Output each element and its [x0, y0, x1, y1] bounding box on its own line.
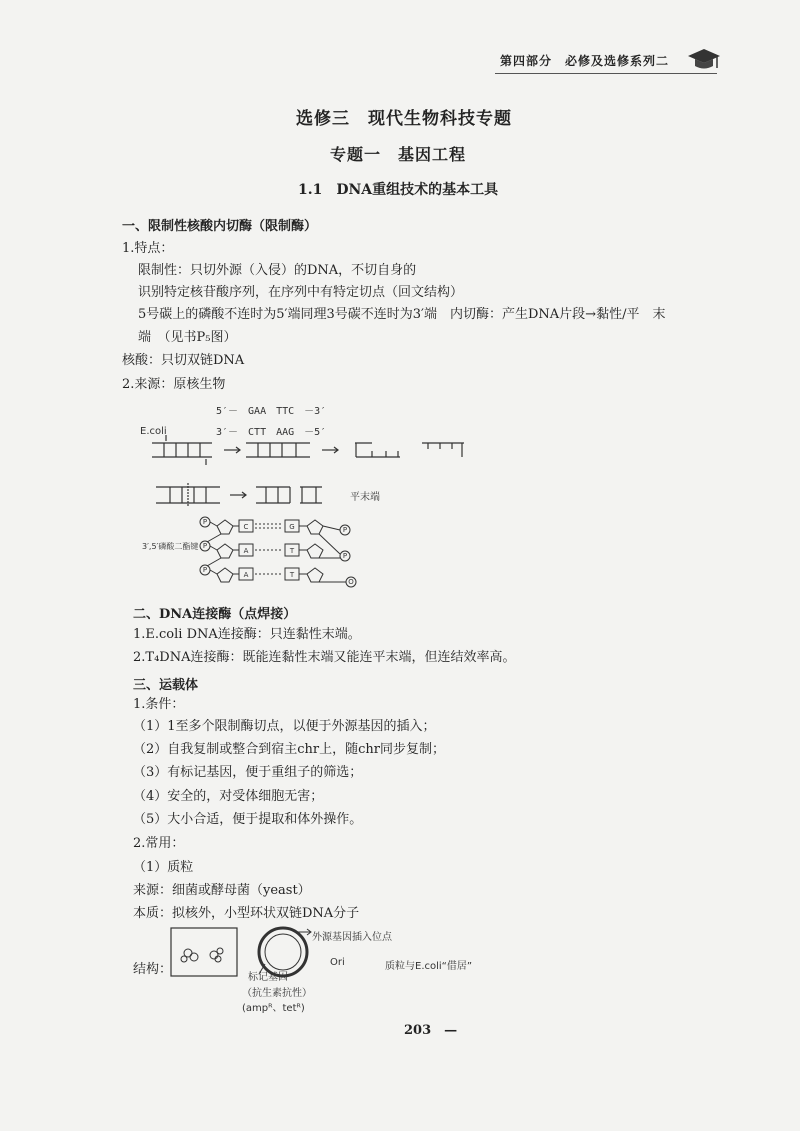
plasmid-origin: 来源：细菌或酵母菌（yeast） — [133, 883, 311, 898]
base-label: A — [243, 547, 249, 555]
feature-line: 识别特定核苷酸序列，在序列中有特定切点（回文结构） — [138, 285, 464, 300]
phosphate-label: P — [202, 518, 208, 526]
condition-item: （3）有标记基因，便于重组子的筛选； — [133, 765, 363, 780]
condition-item: （4）安全的，对受体细胞无害； — [133, 789, 324, 804]
base-label: T — [289, 547, 295, 555]
running-header: 第四部分 必修及选修系列二 — [500, 54, 670, 68]
feature-line: 核酸：只切双链DNA — [122, 353, 245, 368]
base-label: A — [243, 571, 249, 579]
topic-title: 专题一 基因工程 — [330, 145, 467, 164]
section-title: 1.1 DNA重组技术的基本工具 — [298, 182, 499, 198]
condition-item: （1）1至多个限制酶切点，以便于外源基因的插入； — [133, 719, 436, 734]
blunt-end-cut-diagram — [150, 483, 330, 507]
feature-line: 5号碳上的磷酸不连时为5′端同理3号碳不连时为3′端 内切酶：产生DNA片段→黏性/平 末 — [138, 307, 666, 322]
common-label: 2.常用： — [133, 836, 185, 851]
condition-item: （2）自我复制或整合到宿主chr上，随chr同步复制； — [133, 742, 446, 757]
marker-gene-label: 标记基因 — [248, 972, 288, 983]
condition-item: （5）大小合适，便于提取和体外操作。 — [133, 812, 363, 827]
base-label: C — [243, 523, 249, 531]
marker-gene-sub: （抗生素抗性） — [242, 988, 312, 999]
base-label: T — [289, 571, 295, 579]
phosphate-label: P — [202, 566, 208, 574]
phosphate-label: P — [202, 542, 208, 550]
ligase-item: 1.E.coli DNA连接酶：只连黏性末端。 — [133, 627, 361, 642]
hydroxyl-label: O — [348, 578, 354, 586]
page-number: 203 — — [404, 1023, 458, 1038]
part3-heading: 三、运载体 — [133, 678, 199, 693]
source-line: 2.来源：原核生物 — [122, 377, 226, 392]
phosphate-label: P — [342, 526, 348, 534]
module-title: 选修三 现代生物科技专题 — [296, 109, 512, 129]
marker-gene-example: (ampᴿ、tetᴿ) — [242, 1003, 305, 1014]
insert-site-label: 外源基因插入位点 — [312, 932, 392, 943]
feature-line: 限制性：只切外源（入侵）的DNA，不切自身的 — [138, 263, 417, 278]
plasmid-heading: （1）质粒 — [133, 860, 194, 875]
sticky-end-cut-diagram — [140, 435, 470, 465]
part2-heading: 二、DNA连接酶（点焊接） — [133, 607, 297, 622]
part1-heading: 一、限制性核酸内切酶（限制酶） — [122, 219, 318, 234]
phosphate-label: P — [342, 552, 348, 560]
structure-label: 结构： — [133, 962, 173, 977]
ligase-item: 2.T₄DNA连接酶：既能连黏性末端又能连平末端，但连结效率高。 — [133, 650, 516, 665]
sequence-top: 5′－ GAA TTC －3′ — [216, 406, 327, 417]
feature-label: 1.特点： — [122, 241, 174, 256]
graduation-cap-icon — [686, 46, 722, 72]
bacterial-cell-diagram — [170, 927, 238, 977]
header-rule — [495, 73, 717, 74]
phosphodiester-bond-label: 3′,5′磷酸二酯键 — [142, 542, 199, 551]
feature-line: 端 （见书P₅图） — [138, 330, 237, 345]
sequence-bottom: 3′－ CTT AAG －5′ — [216, 427, 327, 438]
plasmid-note: 质粒与E.coli“借居” — [385, 961, 473, 972]
ecoli-label: E.coli — [140, 426, 167, 437]
ori-label: Ori — [330, 957, 345, 968]
base-label: G — [289, 523, 295, 531]
plasmid-nature: 本质：拟核外，小型环状双链DNA分子 — [133, 906, 360, 921]
condition-label: 1.条件： — [133, 697, 185, 712]
nucleotide-chain-diagram — [195, 512, 370, 590]
blunt-end-label: 平末端 — [350, 492, 380, 503]
